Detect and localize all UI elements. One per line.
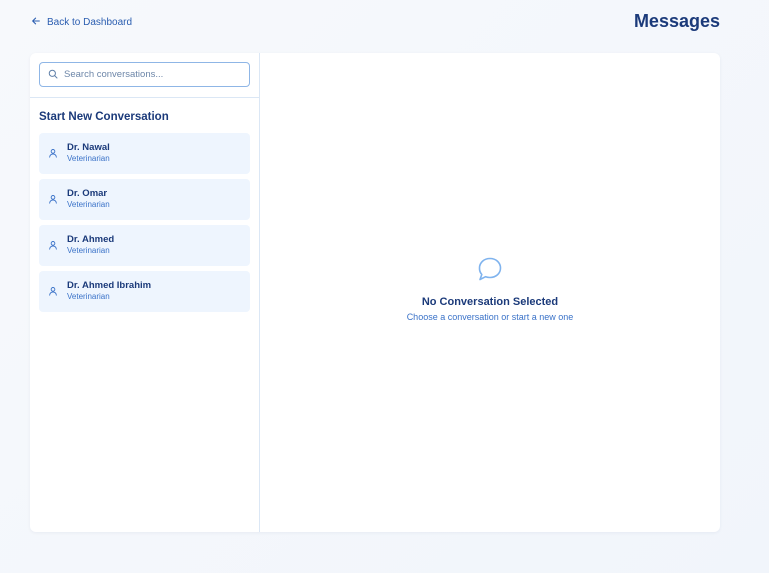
empty-state-title: No Conversation Selected (421, 296, 559, 308)
doctor-text (67, 143, 110, 163)
user-icon (48, 191, 58, 209)
doctor-role: Veterinarian (67, 154, 110, 164)
search-box[interactable] (39, 62, 250, 87)
doctor-text (67, 189, 110, 209)
conversation-sidebar (30, 53, 260, 532)
doctor-item-ahmed-ibrahim[interactable] (39, 271, 250, 312)
empty-state-subtitle: Choose a conversation or start a new one (406, 312, 574, 322)
doctor-item-nawal[interactable] (39, 133, 250, 174)
doctor-list (30, 133, 259, 312)
user-icon (48, 283, 58, 301)
user-icon (48, 237, 58, 255)
back-to-dashboard-link[interactable] (31, 16, 132, 29)
search-input[interactable] (64, 69, 241, 80)
doctor-item-ahmed[interactable] (39, 225, 250, 266)
back-link-label: Back to Dashboard (47, 17, 133, 28)
search-area (30, 53, 259, 98)
doctor-role: Veterinarian (67, 200, 110, 210)
doctor-name: Dr. Omar (67, 188, 108, 200)
doctor-text (67, 235, 114, 255)
user-icon (48, 145, 58, 163)
start-new-conversation-heading: Start New Conversation (39, 111, 169, 123)
doctor-item-omar[interactable] (39, 179, 250, 220)
messages-panel (30, 53, 720, 532)
doctor-name: Dr. Ahmed Ibrahim (67, 280, 152, 292)
chat-bubble-icon (476, 255, 504, 288)
doctor-name: Dr. Nawal (67, 142, 110, 154)
conversation-area (260, 53, 720, 532)
doctor-name: Dr. Ahmed (67, 234, 115, 246)
page-title: Messages (633, 11, 720, 31)
doctor-text (67, 281, 151, 301)
doctor-role: Veterinarian (67, 246, 110, 256)
arrow-left-icon (31, 16, 41, 29)
doctor-role: Veterinarian (67, 292, 110, 302)
search-icon (48, 66, 58, 84)
